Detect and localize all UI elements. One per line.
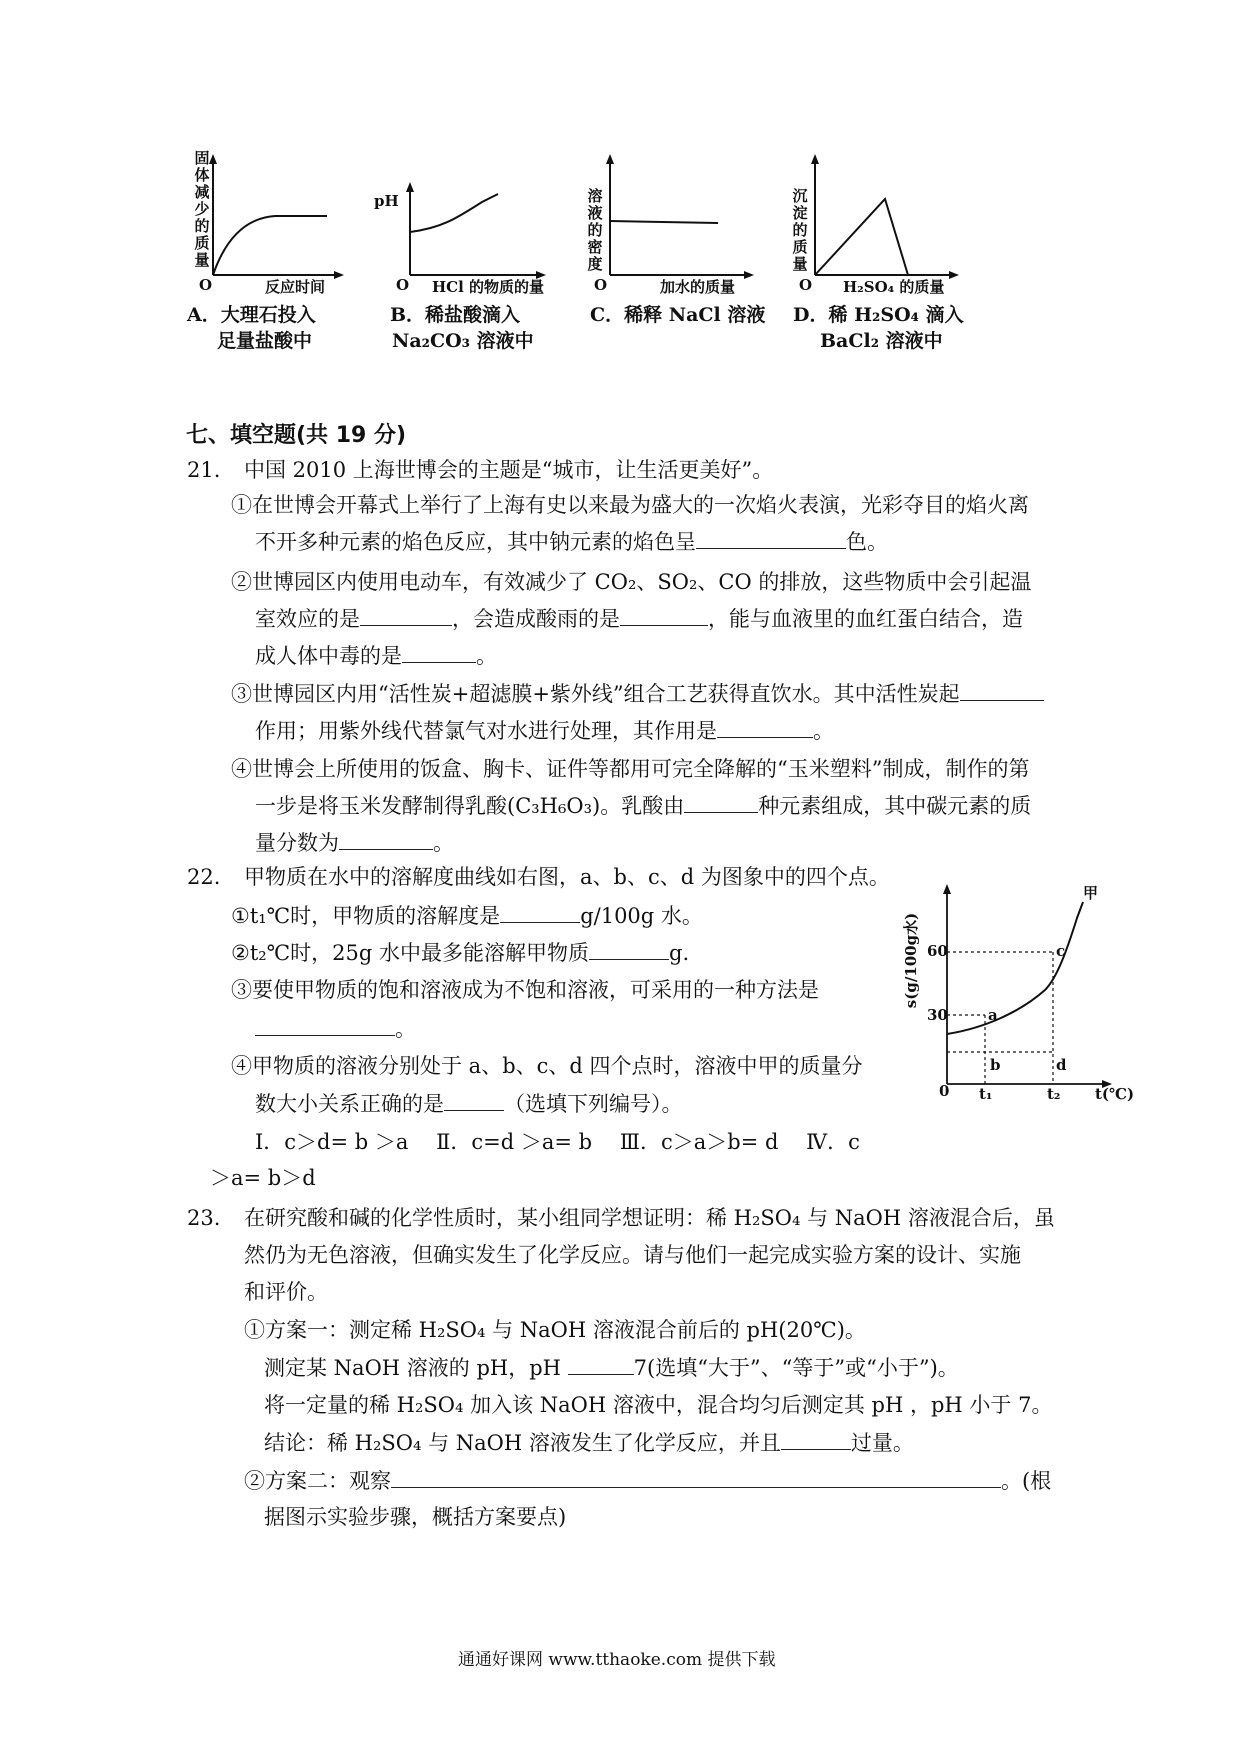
point-c: c bbox=[1056, 942, 1066, 960]
solubility-xlabel: t(℃) bbox=[1095, 1085, 1135, 1103]
q22-part4-line2 bbox=[255, 1088, 683, 1119]
q23-step5-suffix: 。(根 bbox=[1001, 1469, 1052, 1493]
q21-part2-text-2: ，会造成酸雨的是 bbox=[452, 607, 620, 631]
answer-blank[interactable] bbox=[500, 900, 580, 923]
graph-a bbox=[187, 149, 345, 352]
q22-number: 22. bbox=[187, 865, 221, 889]
origin-label: 0 bbox=[939, 1082, 950, 1100]
graph-b-caption: B．稀盐酸滴入 bbox=[390, 304, 521, 326]
tick-t2: t₂ bbox=[1047, 1085, 1061, 1103]
q22-part3-line1: ③要使甲物质的饱和溶液成为不饱和溶液，可采用的一种方法是 bbox=[231, 978, 819, 1002]
q21-part1-suffix: 色。 bbox=[846, 530, 888, 554]
q21-part4-suffix: 。 bbox=[433, 831, 454, 855]
q22-part1-text: ①t₁℃时，甲物质的溶解度是 bbox=[231, 904, 501, 928]
q23-step4-text: 结论：稀 H₂SO₄ 与 NaOH 溶液发生了化学反应，并且 bbox=[264, 1431, 781, 1455]
graph-b-ylabel: pH bbox=[374, 192, 399, 210]
answer-blank[interactable] bbox=[444, 1088, 504, 1111]
point-d: d bbox=[1056, 1056, 1067, 1074]
graph-d-xlabel: H₂SO₄ 的质量 bbox=[843, 278, 945, 296]
q23-step2-suffix: 7(选填“大于”、“等于”或“小于”)。 bbox=[633, 1356, 959, 1380]
graph-a-ylabel: 固体减少的质量 bbox=[194, 149, 210, 269]
q22-part1 bbox=[231, 900, 703, 931]
q21-part2-line3 bbox=[255, 640, 497, 671]
q23-line2: 然仍为无色溶液，但确实发生了化学反应。请与他们一起完成实验方案的设计、实施 bbox=[244, 1243, 1021, 1267]
graph-d-caption: D．稀 H₂SO₄ 滴入 bbox=[793, 304, 964, 326]
graph-c-ylabel: 溶液的密度 bbox=[587, 187, 603, 273]
graph-c-caption: C．稀释 NaCl 溶液 bbox=[590, 304, 766, 326]
answer-blank[interactable] bbox=[696, 526, 846, 549]
q23-step3: 将一定量的稀 H₂SO₄ 加入该 NaOH 溶液中，混合均匀后测定其 pH ，pH 小于 7。 bbox=[264, 1393, 1053, 1417]
q22-stem: 甲物质在水中的溶解度曲线如右图，a、b、c、d 为图象中的四个点。 bbox=[244, 865, 890, 889]
q21-part4-text: 一步是将玉米发酵制得乳酸(C₃H₆O₃)。乳酸由 bbox=[255, 794, 685, 818]
tick-30: 30 bbox=[927, 1006, 948, 1024]
graph-b bbox=[374, 150, 552, 352]
q21-part1-text: 不开多种元素的焰色反应，其中钠元素的焰色呈 bbox=[255, 530, 696, 554]
solubility-ylabel: s(g/100g水) bbox=[902, 912, 921, 1009]
graph-d-caption-2: BaCl₂ 溶液中 bbox=[820, 330, 943, 352]
q21-part4-text-2: 种元素组成，其中碳元素的质 bbox=[758, 794, 1032, 818]
graph-d bbox=[792, 150, 965, 352]
q21-part3-text-2: 作用；用紫外线代替氯气对水进行处理，其作用是 bbox=[255, 719, 717, 743]
q23-line1: 在研究酸和碱的化学性质时，某小组同学想证明：稀 H₂SO₄ 与 NaOH 溶液混合后，虽 bbox=[244, 1206, 1055, 1230]
answer-blank[interactable] bbox=[339, 827, 433, 850]
q21-number: 21. bbox=[187, 458, 221, 482]
q21-part3-line1 bbox=[231, 678, 1044, 709]
graph-b-xlabel: HCl 的物质的量 bbox=[432, 278, 545, 296]
answer-blank[interactable] bbox=[684, 790, 758, 813]
q21-part4-text-3: 量分数为 bbox=[255, 831, 339, 855]
graph-b-caption-2: Na₂CO₃ 溶液中 bbox=[392, 330, 534, 352]
point-b: b bbox=[990, 1056, 1001, 1074]
q23-step4-suffix: 过量。 bbox=[850, 1431, 914, 1455]
q23-step2-text: 测定某 NaOH 溶液的 pH，pH bbox=[264, 1356, 568, 1380]
q21-part2-text-4: 成人体中毒的是 bbox=[255, 644, 402, 668]
solubility-graph bbox=[902, 878, 1135, 1103]
q22-part1-suffix: g/100g 水。 bbox=[580, 904, 703, 928]
q23-number: 23. bbox=[187, 1206, 221, 1230]
tick-60: 60 bbox=[927, 942, 948, 960]
graph-a-caption: A．大理石投入 bbox=[187, 304, 316, 326]
section-heading: 七、填空题(共 19 分) bbox=[186, 423, 407, 448]
graph-c bbox=[587, 150, 766, 350]
q21-part4-line1: ④世博会上所使用的饭盒、胸卡、证件等都用可完全降解的“玉米塑料”制成，制作的第 bbox=[231, 757, 1030, 781]
point-a: a bbox=[988, 1006, 998, 1024]
q22-part2-suffix: g. bbox=[669, 941, 690, 965]
graph-c-origin: O bbox=[594, 276, 608, 294]
q21-part2-text-3: ，能与血液里的血红蛋白结合，造 bbox=[708, 607, 1023, 631]
graph-a-xlabel: 反应时间 bbox=[265, 278, 326, 296]
q22-part4-line1: ④甲物质的溶液分别处于 a、b、c、d 四个点时，溶液中甲的质量分 bbox=[231, 1054, 863, 1078]
q23-line3: 和评价。 bbox=[244, 1280, 328, 1304]
q21-part4-line2 bbox=[255, 790, 1031, 821]
q22-part4-suffix: （选填下列编号）。 bbox=[504, 1092, 683, 1116]
answer-blank[interactable] bbox=[960, 678, 1044, 701]
q22-part4-text: 数大小关系正确的是 bbox=[255, 1092, 444, 1116]
q22-options-cont: ＞a= b＞d bbox=[210, 1166, 316, 1190]
graph-c-xlabel: 加水的质量 bbox=[660, 278, 736, 296]
q21-part2-line2 bbox=[255, 603, 1023, 634]
q21-part3-suffix: 。 bbox=[813, 719, 834, 743]
solubility-graph-plot bbox=[905, 878, 1130, 1103]
tick-t1: t₁ bbox=[979, 1085, 993, 1103]
q22-part3-line2 bbox=[255, 1013, 416, 1044]
answer-blank[interactable] bbox=[568, 1352, 634, 1375]
graph-a-origin: O bbox=[199, 276, 213, 294]
answer-blank[interactable] bbox=[402, 640, 476, 663]
graph-d-ylabel: 沉淀的质量 bbox=[792, 187, 808, 273]
answer-blank[interactable] bbox=[781, 1427, 851, 1450]
answer-blank[interactable] bbox=[255, 1013, 395, 1036]
q21-part2-line1: ②世博园区内使用电动车，有效减少了 CO₂、SO₂、CO 的排放，这些物质中会引起温 bbox=[231, 570, 1032, 594]
q23-step1: ①方案一：测定稀 H₂SO₄ 与 NaOH 溶液混合前后的 pH(20℃)。 bbox=[244, 1318, 866, 1342]
answer-blank[interactable] bbox=[717, 715, 813, 738]
curve-label: 甲 bbox=[1083, 884, 1099, 902]
answer-blank[interactable] bbox=[620, 603, 708, 626]
q22-part2-text: ②t₂℃时，25g 水中最多能溶解甲物质 bbox=[231, 941, 590, 965]
q21-part4-line3 bbox=[255, 827, 454, 858]
q21-part2-text: 室效应的是 bbox=[255, 607, 360, 631]
page-footer: 通通好课网 www.tthaoke.com 提供下载 bbox=[458, 1650, 776, 1670]
answer-blank[interactable] bbox=[360, 603, 452, 626]
q23-step4 bbox=[264, 1427, 914, 1458]
answer-blank[interactable] bbox=[589, 937, 669, 960]
q22-part2 bbox=[231, 937, 689, 968]
q23-step6: 据图示实验步骤，概括方案要点) bbox=[264, 1505, 567, 1529]
graph-b-origin: O bbox=[396, 276, 410, 294]
q21-part1-line1: ①在世博会开幕式上举行了上海有史以来最为盛大的一次焰火表演，光彩夺目的焰火离 bbox=[231, 493, 1029, 517]
answer-blank[interactable] bbox=[391, 1465, 1001, 1488]
q21-part3-text: ③世博园区内用“活性炭+超滤膜+紫外线”组合工艺获得直饮水。其中活性炭起 bbox=[231, 682, 960, 706]
q21-part1-line2 bbox=[255, 526, 888, 557]
graph-a-caption-2: 足量盐酸中 bbox=[217, 330, 313, 352]
q21-part2-suffix: 。 bbox=[476, 644, 497, 668]
graph-d-origin: O bbox=[799, 276, 813, 294]
q21-stem: 中国 2010 上海世博会的主题是“城市，让生活更美好”。 bbox=[244, 458, 774, 482]
q23-step2 bbox=[264, 1352, 959, 1383]
q21-part3-line2 bbox=[255, 715, 834, 746]
q23-step5 bbox=[244, 1465, 1051, 1496]
q22-part3-suffix: 。 bbox=[395, 1017, 416, 1041]
q23-step5-text: ②方案二：观察 bbox=[244, 1469, 391, 1493]
q22-options: I．c＞d= b ＞a Ⅱ．c=d ＞a= b Ⅲ．c＞a＞b= d Ⅳ．c bbox=[255, 1130, 860, 1154]
